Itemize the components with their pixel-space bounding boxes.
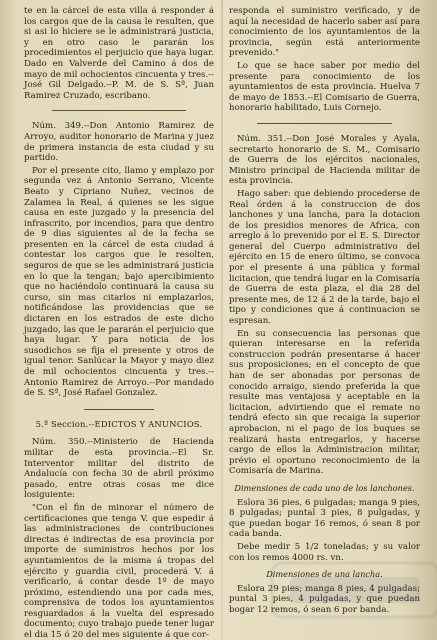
right-top-paragraph: responda el suministro verificado, y de aquí la necesidad de hacerlo saber así para conocimiento de los ayuntamientos de la provincia, según está anteriormente prevenido." bbox=[229, 6, 420, 59]
dimensions-heading-lancha: Dimensiones de una lancha. bbox=[266, 569, 383, 580]
notice-350-lead: Núm. 350.--Ministerio de Hacienda militar de esta provincia.--El Sr. Interventor militar del distrito de Andalucía con fecha 30 de abril próximo pasado, entre otras cosas me dice losiguiente: bbox=[24, 437, 214, 501]
notice-349-body: Por el presente cito, llamo y emplazo por segunda vez á Antonio Serrano, Vicente Beato y Cipriano Nuñez, vecinos de Zalamea la Real, á quienes se les sigue causa en este juzgado y la presencia del infrascrito, por incendios, para que dentro de 9 dias siguientes al de la fecha se presenten en la cárcel de esta ciudad á contestar los cargos que le resolten, seguros de que se les administrará justicia en lo que la tengan; bajo apercibimiento que no haciéndolo continuará la causa su curso, sin mas citarlos ni emplazarlos, notificándose las providencias que se dictaren en los estrados de este dicho juzgado, las que le pararán el perjuicio que haya lugar. Y para noticia de los susodichos se fija el presente y otros de igual tenor. Sanlúcar la Mayor y mayo diez de mil ochocientos cincuenta y tres.--Antonio Ramirez de Arroyo.--Por mandado de S. Sª, José Rafael Gonzalez. bbox=[24, 165, 214, 399]
right-top-paragraph-2: Lo que se hace saber por medio del presente para conocimiento de los ayuntamientos de esta provincia. Huelva 7 de mayo de 1853.--El Comisario de Guerra, honorario habilitado, Luis Cornejo. bbox=[229, 60, 420, 114]
page-fold bbox=[221, 0, 223, 640]
notice-351-paragraph-1: Hago saber: que debiendo procederse de Real órden á la construccion de dos lanchones y una lancha, para la dotacion de los presidios menores de Africa, con arreglo á lo prevenido por el E. S. Director general del Cuerpo administrativo del ejército en 15 de enero último, se convoca por el presente á una pública y formal licitacion, que tendrá lugar en la Comisaría de Guerra de esta plaza, el dia 28 del presente mes, de 12 á 2 de la tarde, bajo el tipo y condiciones que á continuacion se espresan. bbox=[229, 188, 420, 327]
dimensions-heading-lanchones: Dimensiones de cada uno de los lanchones. bbox=[234, 482, 415, 493]
right-column bbox=[229, 6, 420, 617]
section-heading: 5.ª Seccion.--EDICTOS Y ANUNCIOS. bbox=[35, 418, 203, 429]
notice-349-lead: Núm. 349.--Don Antonio Ramirez de Arroyo, auditor honorario de Marina y juez de primera instancia de esta ciudad y su partido. bbox=[24, 121, 214, 164]
left-column bbox=[24, 6, 214, 640]
divider-rule bbox=[52, 110, 186, 111]
dimensions-lanchones-text: Eslora 36 pies, 6 pulgadas; manga 9 pies, 8 pulgadas; puntal 3 pies, 8 pulgadas, y que puedan bogar 16 remos, ó sean 8 por cada banda. bbox=[229, 497, 420, 540]
notice-350-body: "Con el fin de minorar el número de certificaciones que tenga V. que espedir á las administraciones de contribuciones directas é indirectas de esa provincia por importe de suministros hechos por los ayuntamientos de la misma á tropas del ejército y guardia civil, procederá V. á verificarlo, á contar desde 1º de mayo próximo, estendiendo una por cada mes, comprensiva de todos los ayuntamientos resguardados á la vuelta del espresado documento; cuyo trabajo puede tener lugar el dia 15 ó 20 del mes siguiente á que cor- bbox=[24, 502, 214, 640]
left-top-paragraph: te en la cárcel de esta villa á responder á los cargos que de la causa le resulten, que si asi lo hiciere se le administrará justicia, y en otro caso le pararán los procedimientos el perjuicio que haya lugar. Dado en Valverde del Camino á dos de mayo de mil ochocientos cincuenta y tres.--José Gil Delgado.--P. M. de S. Sª, Juan Ramirez Cruzado, escribano. bbox=[24, 6, 214, 101]
dimensions-tonnage-text: Debe medir 5 1/2 toneladas; y su valor con los remos 4000 rs. vn. bbox=[229, 541, 420, 563]
notice-351-paragraph-2: En su consecuencia las personas que quieran interesarse en la referida construccion podrán presentarse á hacer sus proposiciones; en el concepto de que han de ser abonadas por personas de conocido arraigo, siendo preferida la que resulte mas ventajosa y aceptable en la licitacion, advirtiendo que el remate no tendrá efecto sin que recaiga la superior aprobacion, ni el pago de los buques se realizará hasta entregarlos, y hacerse cargo de ellos la Administracion militar, prévio el oportuno reconocimiento de la Comisaría de Marina. bbox=[229, 328, 420, 477]
notice-351-lead: Núm. 351.--Don José Morales y Ayala, secretario honorario de S. M., Comisario de Guerra de los ejércitos nacionales, Ministro principal de Hacienda militar de esta provincia. bbox=[229, 133, 420, 187]
dimensions-lancha-text: Eslora 29 pies; manga 8 pies, 4 pulgadas; puntal 3 pies, 4 pulgadas, y que puedan bogar 12 remos, ó sean 6 por banda. bbox=[229, 583, 420, 615]
divider-rule bbox=[84, 409, 154, 410]
divider-rule bbox=[257, 123, 392, 124]
